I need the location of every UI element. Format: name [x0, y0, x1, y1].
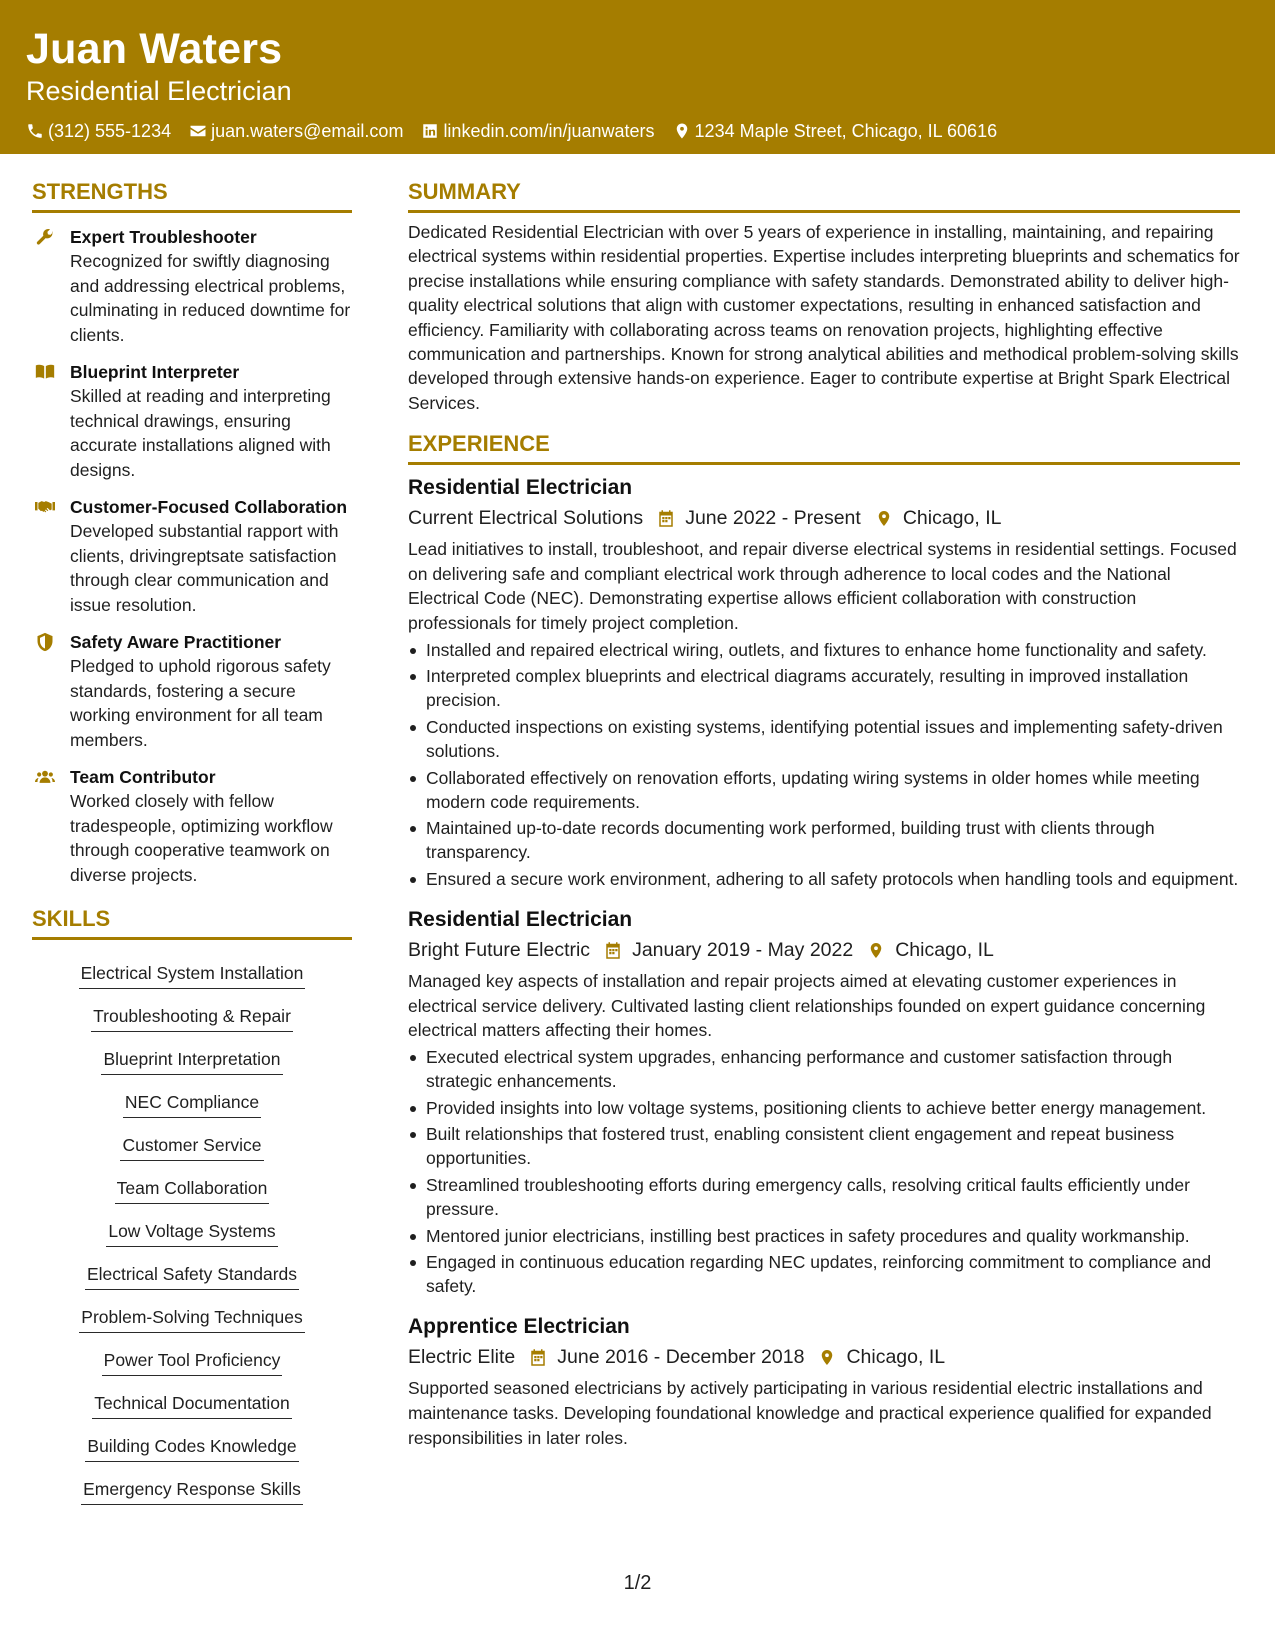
- right-column: [408, 178, 1240, 1450]
- bullet-item: Interpreted complex blueprints and electrical diagrams accurately, resulting in improved installation precision.: [408, 664, 1240, 712]
- bullet-item: Provided insights into low voltage systems, positioning clients to achieve better energy management.: [408, 1096, 1240, 1120]
- job-title: Residential Electrician: [408, 908, 633, 932]
- map-pin-icon: [673, 122, 691, 140]
- phone-text: (312) 555-1234: [48, 121, 172, 141]
- job-dates: January 2019 - May 2022: [632, 939, 854, 962]
- wrench-icon: [34, 227, 56, 247]
- strength-desc: Recognized for swiftly diagnosing and addressing electrical problems, culminating in reduced downtime for clients.: [70, 251, 351, 345]
- skill-item: Technical Documentation: [92, 1385, 292, 1419]
- contact-address: [673, 119, 998, 143]
- map-pin-icon: [818, 1348, 836, 1367]
- skill-item: NEC Compliance: [123, 1084, 261, 1118]
- job-location: Chicago, IL: [846, 1346, 946, 1369]
- calendar-icon: [657, 509, 675, 528]
- strength-desc: Developed substantial rapport with clients, drivingreptsate satisfaction through clear communication and issue resolution.: [70, 521, 339, 615]
- bullet-item: Collaborated effectively on renovation efforts, updating wiring systems in older homes while meeting modern code requirements.: [408, 766, 1240, 814]
- bullet-item: Installed and repaired electrical wiring, outlets, and fixtures to enhance home functionality and safety.: [408, 638, 1240, 662]
- strength-title: Customer-Focused Collaboration: [70, 497, 348, 517]
- job-company: Electric Elite: [408, 1346, 516, 1369]
- bullet-item: Maintained up-to-date records documenting work performed, building trust with clients through transparency.: [408, 816, 1240, 864]
- job-entry: [408, 473, 1240, 891]
- job-entry: [408, 1312, 1240, 1450]
- bullet-item: Streamlined troubleshooting efforts during emergency calls, resolving critical faults efficiently under pressure.: [408, 1173, 1240, 1221]
- strength-title: Team Contributor: [70, 767, 216, 787]
- strength-item: [32, 360, 352, 482]
- strength-title: Safety Aware Practitioner: [70, 632, 282, 652]
- job-meta: [408, 504, 1240, 532]
- skill-item: Blueprint Interpretation: [101, 1041, 282, 1075]
- strength-item: [32, 765, 352, 887]
- job-bullets: [408, 638, 1240, 892]
- job-meta: [408, 936, 1240, 964]
- strength-item: [32, 495, 352, 617]
- strength-desc: Worked closely with fellow tradespeople, optimizing workflow through cooperative teamwork on diverse projects.: [70, 791, 333, 885]
- job-dates: June 2022 - Present: [685, 507, 861, 530]
- calendar-icon: [529, 1348, 547, 1367]
- candidate-name: Juan Waters: [26, 25, 283, 73]
- skill-item: Low Voltage Systems: [106, 1213, 277, 1247]
- envelope-icon: [189, 122, 207, 140]
- job-description: Lead initiatives to install, troubleshoot, and repair diverse electrical systems in residential settings. Focused on delivering safe and compliant electrical work through adherence to local codes and the National Electrical Code (NEC). Demonstrating expertise allows efficient collaboration with construction professionals for timely project completion.: [408, 539, 1237, 634]
- contact-linkedin[interactable]: [421, 119, 654, 143]
- strength-item: [32, 630, 352, 752]
- job-dates: June 2016 - December 2018: [557, 1346, 805, 1369]
- contact-email[interactable]: [189, 119, 403, 143]
- job-bullets: [408, 1045, 1240, 1299]
- skill-item: Emergency Response Skills: [81, 1471, 303, 1505]
- job-company: Bright Future Electric: [408, 939, 591, 962]
- job-entry: [408, 905, 1240, 1298]
- job-description: Supported seasoned electricians by actively participating in various residential electric installations and maintenance tasks. Developing foundational knowledge and practical experience qualified for expanded responsibilities in later roles.: [408, 1378, 1212, 1448]
- strength-item: [32, 225, 352, 347]
- skills-heading: SKILLS: [32, 905, 352, 940]
- strength-title: Expert Troubleshooter: [70, 227, 257, 247]
- bullet-item: Ensured a secure work environment, adhering to all safety protocols when handling tools and equipment.: [408, 867, 1240, 891]
- summary-heading: SUMMARY: [408, 178, 1240, 213]
- users-icon: [34, 767, 56, 787]
- strength-title: Blueprint Interpreter: [70, 362, 240, 382]
- email-text: juan.waters@email.com: [211, 121, 404, 141]
- linkedin-icon: [421, 122, 439, 140]
- skill-item: Team Collaboration: [115, 1170, 270, 1204]
- bullet-item: Built relationships that fostered trust, enabling consistent client engagement and repeat business opportunities.: [408, 1122, 1240, 1170]
- skill-item: Electrical System Installation: [79, 955, 306, 989]
- experience-heading: EXPERIENCE: [408, 430, 1240, 465]
- skill-item: Customer Service: [120, 1127, 263, 1161]
- job-location: Chicago, IL: [902, 507, 1002, 530]
- shield-icon: [34, 632, 56, 652]
- strengths-heading: STRENGTHS: [32, 178, 352, 213]
- linkedin-text: linkedin.com/in/juanwaters: [443, 121, 655, 141]
- contact-bar: [26, 119, 1249, 143]
- skill-item: Electrical Safety Standards: [85, 1256, 299, 1290]
- map-pin-icon: [867, 941, 885, 960]
- left-column: [32, 178, 352, 1505]
- handshake-icon: [34, 497, 56, 517]
- skill-item: Problem-Solving Techniques: [79, 1299, 304, 1333]
- bullet-item: Conducted inspections on existing systems, identifying potential issues and implementing safety-driven solutions.: [408, 715, 1240, 763]
- skill-item: Troubleshooting & Repair: [91, 998, 293, 1032]
- strength-desc: Pledged to uphold rigorous safety standards, fostering a secure working environment for all team members.: [70, 656, 331, 750]
- strength-desc: Skilled at reading and interpreting technical drawings, ensuring accurate installations aligned with designs.: [70, 386, 331, 480]
- job-company: Current Electrical Solutions: [408, 507, 644, 530]
- phone-icon: [26, 122, 44, 140]
- candidate-title: Residential Electrician: [26, 76, 292, 106]
- job-title: Apprentice Electrician: [408, 1315, 630, 1339]
- calendar-icon: [604, 941, 622, 960]
- bullet-item: Mentored junior electricians, instilling best practices in safety procedures and quality workmanship.: [408, 1224, 1240, 1248]
- bullet-item: Executed electrical system upgrades, enhancing performance and customer satisfaction through strategic enhancements.: [408, 1045, 1240, 1093]
- contact-phone[interactable]: [26, 119, 171, 143]
- skills-list: [32, 946, 352, 1505]
- page-number: 1/2: [623, 1572, 652, 1594]
- address-text: 1234 Maple Street, Chicago, IL 60616: [694, 121, 998, 141]
- job-title: Residential Electrician: [408, 476, 633, 500]
- job-meta: [408, 1343, 1240, 1371]
- strengths-list: [32, 225, 352, 887]
- map-pin-icon: [875, 509, 893, 528]
- resume-header: [0, 0, 1275, 154]
- summary-text: Dedicated Residential Electrician with over 5 years of experience in installing, maintaining, and repairing electrical systems within residential properties. Expertise includes interpreting blueprints and schematics for precise installations while ensuring compliance with safety standards. Demonstrated ability to deliver high-quality electrical solutions that align with customer expectations, resulting in enhanced satisfaction and efficiency. Familiarity with collaborating across teams on renovation projects, highlighting effective communication and partnerships. Known for strong analytical abilities and methodical problem-solving skills developed through extensive hands-on experience. Eager to contribute expertise at Bright Spark Electrical Services.: [408, 222, 1240, 413]
- job-location: Chicago, IL: [895, 939, 994, 962]
- skill-item: Power Tool Proficiency: [102, 1342, 283, 1376]
- skill-item: Building Codes Knowledge: [85, 1428, 298, 1462]
- job-description: Managed key aspects of installation and repair projects aimed at elevating customer experiences in electrical service delivery. Cultivated lasting client relationships founded on expert guidance concerning electrical matters affecting their homes.: [408, 971, 1206, 1041]
- book-icon: [34, 362, 56, 382]
- bullet-item: Engaged in continuous education regarding NEC updates, reinforcing commitment to compliance and safety.: [408, 1250, 1240, 1298]
